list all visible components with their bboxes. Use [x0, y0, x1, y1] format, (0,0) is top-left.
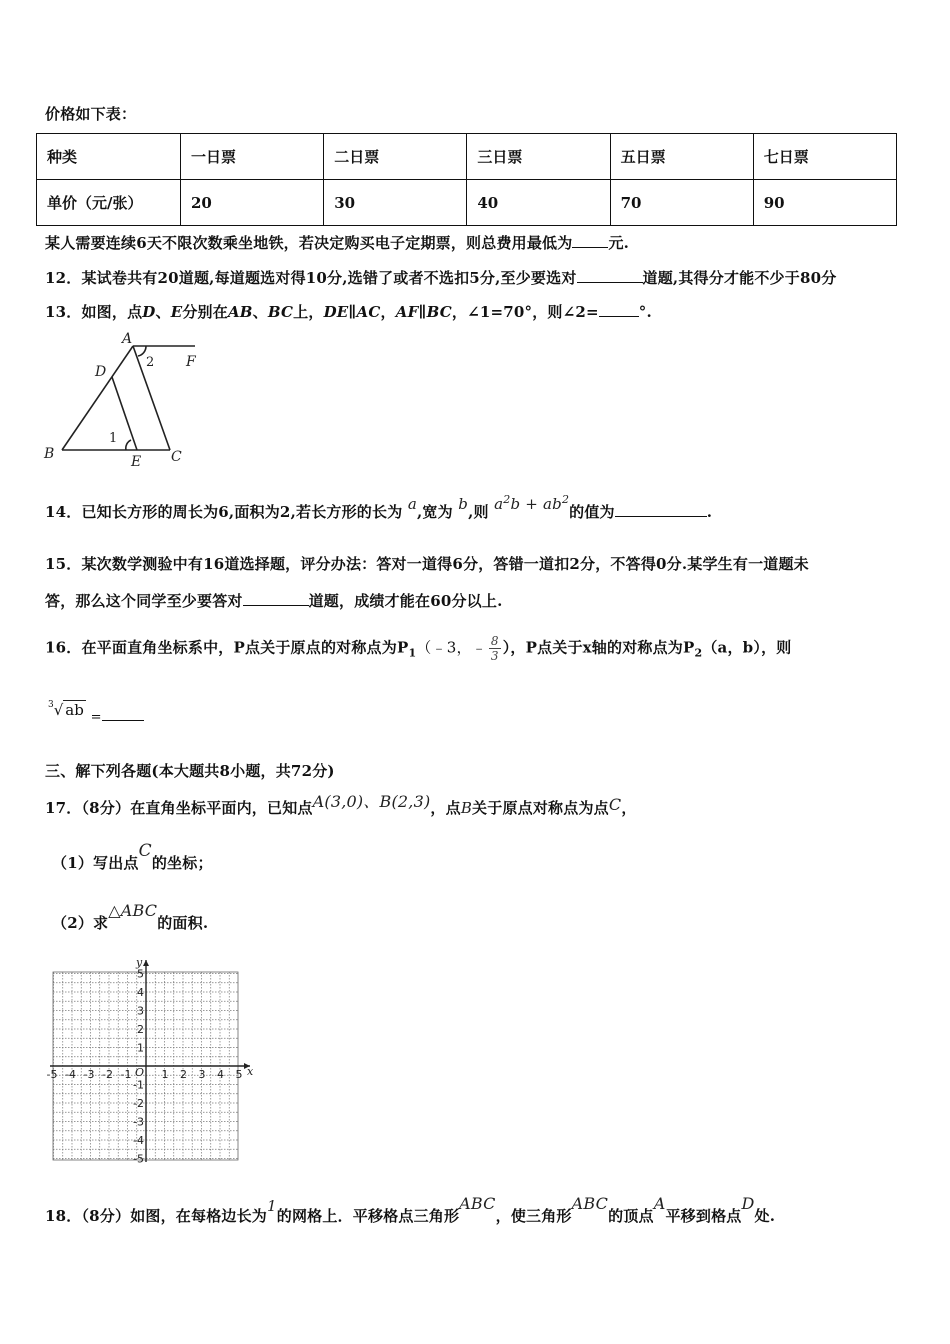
number: 1 [267, 1197, 277, 1215]
fraction [489, 634, 501, 663]
question-text: 的面积. [157, 914, 209, 932]
y-tick-label: 1 [137, 1041, 144, 1055]
question-text: 、 [155, 303, 171, 321]
y-tick-label: 2 [137, 1023, 144, 1036]
exponent: 2 [561, 493, 570, 506]
segment-label: AB [227, 303, 253, 321]
y-axis-label: y [136, 956, 143, 969]
question-text: 17．（8分）在直角坐标平面内，已知点 [45, 799, 313, 817]
question-text: ,宽为 [417, 503, 453, 521]
question-11-tail [45, 232, 629, 253]
expression-part: b + ab [510, 495, 562, 513]
question-text: ， [380, 303, 396, 321]
y-axis-arrow-icon [143, 960, 149, 966]
question-text: 14．已知长方形的周长为6,面积为2,若长方形的长为 [45, 503, 403, 521]
table-cell: 种类 [37, 134, 181, 180]
question-text: （﹣3，﹣ [416, 638, 487, 657]
x-tick-label: 1 [161, 1068, 169, 1081]
question-text: 上， [293, 303, 324, 321]
y-tick-label: 3 [137, 1004, 144, 1018]
root-index: 3 [48, 700, 54, 710]
variable-b: b [458, 495, 469, 513]
table-cell: 20 [181, 180, 324, 226]
x-tick-label: -4 [65, 1068, 76, 1081]
question-17-part-1 [52, 841, 213, 873]
table-cell: 二日票 [324, 134, 467, 180]
label-b: B [44, 446, 55, 462]
equals-sign: = [90, 710, 102, 725]
angle-2-arc [138, 346, 146, 356]
price-intro: 价格如下表： [45, 105, 137, 123]
question-text: °. [638, 303, 652, 321]
question-text: 平移到格点 [665, 1207, 742, 1225]
y-tick-label: -2 [133, 1097, 144, 1110]
question-text: （1）写出点 [52, 854, 139, 872]
label-d: D [95, 364, 107, 380]
answer-blank [243, 591, 309, 606]
exponent: 2 [503, 493, 511, 506]
triangle-figure [40, 330, 210, 475]
question-text: 16．在平面直角坐标系中，P点关于原点的对称点为P [45, 638, 409, 657]
question-text: ，点 [430, 799, 461, 817]
denominator: 3 [490, 649, 499, 663]
question-text: ），P点关于x轴的对称点为P [502, 638, 695, 657]
x-tick-label: -5 [46, 1068, 58, 1081]
point-label: C [608, 795, 622, 814]
answer-blank [615, 502, 707, 517]
answer-blank [572, 233, 608, 248]
question-text: （a，b），则 [702, 638, 792, 657]
question-text: 关于原点对称点为点 [472, 799, 609, 817]
table-header-row [37, 134, 897, 180]
radical-icon: √ [53, 701, 64, 719]
question-text: 的网格上．平移格点三角形 [276, 1207, 460, 1225]
point-label: E [170, 303, 183, 321]
question-text: 元. [608, 234, 630, 252]
segment-label: BC [267, 303, 294, 321]
question-text: . [706, 503, 713, 521]
radicand: ab [65, 701, 84, 719]
question-text: 18．（8分）如图，在每格边长为 [45, 1207, 268, 1225]
question-text: 的顶点 [608, 1207, 654, 1225]
origin-label: O [135, 1066, 145, 1079]
table-cell: 一日票 [181, 134, 324, 180]
table-cell: 70 [610, 180, 753, 226]
answer-blank [102, 706, 144, 721]
point-label: B [460, 799, 473, 817]
subscript: 1 [408, 646, 417, 660]
question-text: 分别在 [182, 303, 228, 321]
question-16 [45, 634, 791, 663]
label-e: E [131, 454, 142, 470]
y-tick-label: 4 [137, 986, 144, 999]
point-label: D [741, 1194, 755, 1213]
subscript: 2 [694, 646, 703, 660]
angle-1-arc [126, 440, 131, 450]
price-table [36, 133, 897, 226]
triangle-label: ABC [459, 1194, 496, 1213]
question-15-line2 [45, 590, 503, 611]
x-tick-label: -2 [102, 1068, 113, 1081]
x-tick-label: 2 [180, 1068, 187, 1081]
numerator: 8 [490, 634, 499, 648]
question-text: ，使三角形 [495, 1207, 572, 1225]
coordinate-grid [38, 952, 258, 1170]
point-label: D [142, 303, 156, 321]
y-tick-label: -5 [133, 1152, 144, 1166]
table-cell: 40 [467, 180, 610, 226]
parallel-statement: AF∥BC [395, 303, 452, 321]
expression [494, 495, 569, 513]
question-text: 处. [754, 1207, 776, 1225]
question-15-line1: 15．某次数学测验中有16道选择题，评分办法：答对一道得6分，答错一道扣2分，不答得0分.某学生有一道题未 [45, 555, 809, 573]
question-text: 13．如图，点 [45, 303, 143, 321]
question-13 [45, 301, 652, 322]
triangle-label: △ABC [108, 901, 158, 920]
triangle-label: ABC [571, 1194, 609, 1213]
x-tick-label: 3 [198, 1068, 206, 1081]
question-14 [45, 493, 713, 522]
question-text: ,则 [468, 503, 489, 521]
question-text: （2）求 [52, 914, 109, 932]
table-cell: 90 [753, 180, 896, 226]
y-tick-label: -4 [133, 1134, 144, 1147]
question-text: 、 [252, 303, 268, 321]
table-cell: 五日票 [610, 134, 753, 180]
angle-1-label: 1 [109, 431, 118, 446]
answer-blank [599, 302, 639, 317]
angle-2-label: 2 [146, 355, 155, 370]
question-18 [45, 1194, 776, 1226]
points-expression: A(3,0)、B(2,3) [312, 792, 431, 811]
expression-part: a [494, 495, 504, 513]
x-axis-label: x [247, 1065, 254, 1078]
table-cell: 三日票 [467, 134, 610, 180]
answer-blank [577, 268, 643, 283]
question-text: 某人需要连续6天不限次数乘坐地铁，若决定购买电子定期票，则总费用最低为 [45, 234, 573, 252]
variable-a: a [407, 495, 417, 513]
label-a: A [122, 331, 133, 347]
question-text: 的坐标； [151, 854, 213, 872]
label-f: F [186, 354, 196, 370]
segment-ab [62, 346, 133, 450]
question-text: 答，那么这个同学至少要答对 [45, 592, 243, 610]
x-tick-label: -1 [120, 1068, 132, 1081]
question-17-part-2 [52, 901, 209, 933]
table-row [37, 180, 897, 226]
question-text: 的值为 [569, 503, 615, 521]
question-text: ， [621, 799, 637, 817]
y-tick-label: 5 [137, 967, 144, 981]
point-label: A [653, 1194, 666, 1213]
cube-root-expression [48, 700, 144, 725]
question-text: 12．某试卷共有20道题,每道题选对得10分,选错了或者不选扣5分,至少要选对 [45, 269, 577, 287]
section-3-heading: 三、解下列各题(本大题共8小题，共72分) [45, 762, 335, 780]
table-cell: 30 [324, 180, 467, 226]
question-text: 道题,其得分才能不少于80分 [642, 269, 837, 287]
x-tick-label: -3 [83, 1068, 95, 1081]
label-c: C [171, 449, 182, 465]
y-tick-label: -3 [133, 1115, 144, 1129]
question-12 [45, 267, 836, 288]
x-tick-label: 5 [235, 1068, 243, 1081]
parallel-statement: DE∥AC [323, 303, 381, 321]
question-text: 道题，成绩才能在60分以上. [308, 592, 503, 610]
table-cell: 七日票 [753, 134, 896, 180]
table-cell: 单价（元/张） [37, 180, 181, 226]
question-text: ，∠1=70°，则∠2= [451, 303, 599, 321]
question-17 [45, 792, 637, 818]
point-label: C [138, 841, 152, 861]
y-tick-label: -1 [133, 1078, 144, 1092]
x-tick-label: 4 [217, 1068, 224, 1081]
